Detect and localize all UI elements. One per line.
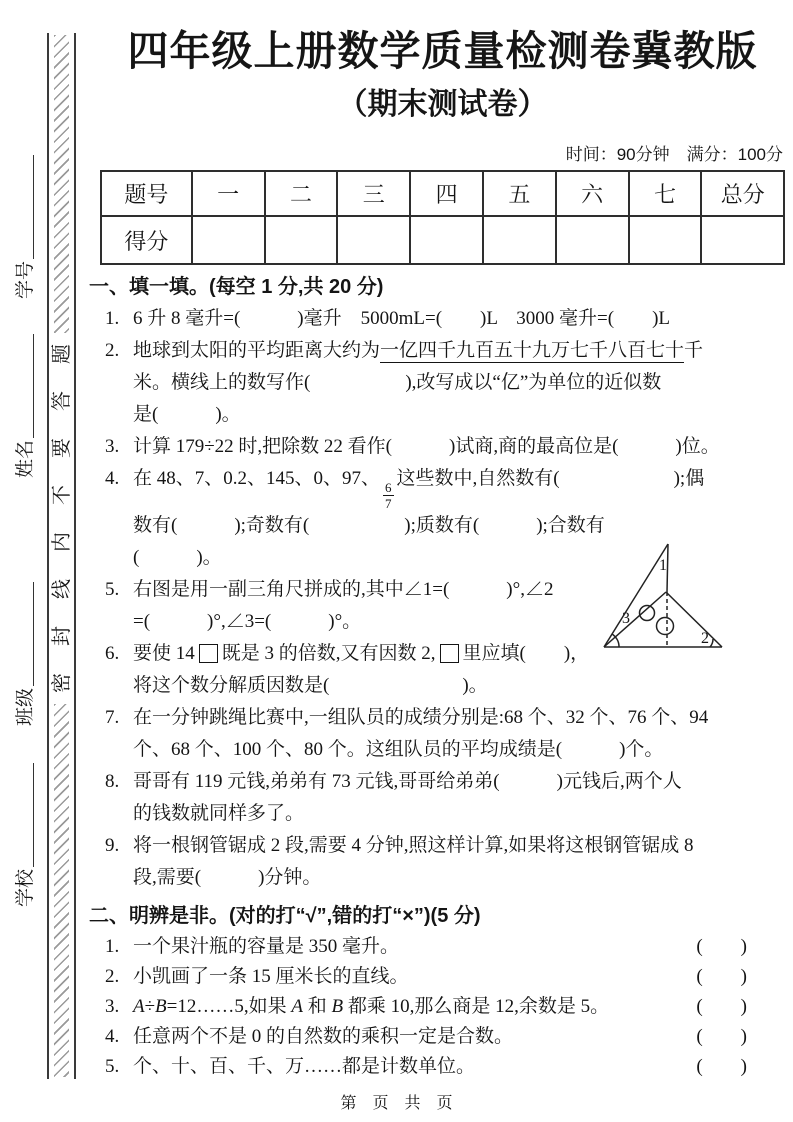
item-number: 4.: [105, 468, 120, 489]
item-number: 3.: [105, 436, 120, 457]
class-field: [13, 566, 39, 726]
underlined-number-text: 一亿四千九百五十九万七千八百七十: [380, 340, 685, 361]
item-line: [133, 862, 785, 894]
item-number: 6.: [105, 643, 120, 664]
item-line: [133, 367, 785, 399]
fraction: [383, 481, 394, 510]
statement-text: [133, 1052, 696, 1082]
score-header-cell: 三: [337, 171, 410, 216]
text-run: 任意两个不是 0 的自然数的乘积一定是合数。: [133, 1026, 514, 1047]
item-line: [133, 734, 785, 766]
fill-item: [105, 830, 785, 894]
seal-notice: [51, 333, 73, 704]
page-subtitle: （期末测试卷）: [337, 88, 548, 121]
score-header-cell: 五: [483, 171, 556, 216]
fill-box: [440, 644, 459, 663]
section-1-heading: 一、填一填。(每空 1 分,共 20 分): [89, 276, 384, 298]
statement-text: [133, 1022, 696, 1052]
true-false-item: [105, 1022, 785, 1052]
item-line: [133, 798, 785, 830]
text-run: 的钱数就同样多了。: [133, 803, 305, 824]
school-label: 学校: [15, 868, 36, 907]
answer-parens: ( ): [696, 1056, 747, 1077]
item-line: [133, 830, 785, 862]
item-line: [133, 463, 785, 510]
seal-hatch-bottom: [54, 704, 69, 1077]
class-label: 班级: [15, 687, 36, 726]
figure-vertical-edge: [667, 544, 668, 592]
score-cell: [483, 216, 556, 264]
item-line: [133, 399, 785, 431]
answer-parens: ( ): [696, 936, 747, 957]
score-cell: [337, 216, 410, 264]
score-cell: [192, 216, 265, 264]
text-run: 数有( );奇数有( );质数有( );合数有: [133, 515, 605, 536]
text-run: 和: [302, 996, 332, 1017]
fill-box: [199, 644, 218, 663]
seal-notice-char: 不: [50, 485, 73, 505]
figure-circle-2: [657, 618, 674, 635]
statement-text: [133, 962, 696, 992]
text-run: ÷: [144, 996, 156, 1017]
text-run: 在 48、7、0.2、145、0、97、: [133, 468, 381, 489]
item-number: 4.: [105, 1026, 120, 1047]
seal-notice-char: 封: [50, 626, 73, 646]
item-line: [133, 766, 785, 798]
score-cell: [556, 216, 629, 264]
score-header-cell: 总分: [701, 171, 784, 216]
seal-notice-char: 线: [50, 579, 73, 599]
school-blank-line: [14, 763, 34, 867]
item-number: 2.: [105, 340, 120, 361]
text-run: 将这个数分解质因数是( )。: [133, 675, 488, 696]
item-body: [133, 830, 785, 894]
figure-angle-arc-right: [710, 639, 713, 647]
text-run: ( )。: [133, 547, 222, 568]
answer-parens: ( ): [696, 1026, 747, 1047]
text-run: 千: [684, 340, 704, 361]
item-body: [133, 702, 785, 766]
fill-item: [105, 702, 785, 766]
score-row-label: 得分: [101, 216, 192, 264]
item-line: [133, 510, 785, 542]
text-run: =12……5,如果: [166, 996, 292, 1017]
page-footer: 第 页 共 页: [340, 1095, 453, 1112]
seal-band: [47, 33, 76, 1079]
true-false-item: [105, 992, 785, 1022]
seal-notice-char: 要: [50, 438, 73, 458]
item-line: [133, 431, 785, 463]
text-run: 是( )。: [133, 404, 241, 425]
item-body: [133, 766, 785, 830]
score-header-cell: 四: [410, 171, 483, 216]
text-run: 既是 3 的倍数,又有因数 2,: [221, 643, 436, 664]
item-line: [133, 303, 785, 335]
score-cell: [701, 216, 784, 264]
student-id-field: [13, 139, 39, 299]
statement-text: [133, 992, 696, 1022]
seal-notice-char: 答: [50, 391, 73, 411]
angle-label-2: 2: [701, 630, 709, 647]
text-run: 右图是用一副三角尺拼成的,其中∠1=( )°,∠2: [133, 579, 554, 600]
math-variable: B: [331, 996, 344, 1017]
math-variable: A: [133, 996, 145, 1017]
score-cell: [629, 216, 702, 264]
statement-text: [133, 932, 696, 962]
name-field: [13, 318, 39, 478]
fill-item: [105, 766, 785, 830]
item-number: 1.: [105, 308, 120, 329]
fill-item: [105, 303, 785, 335]
item-number: 5.: [105, 1056, 120, 1077]
item-number: 3.: [105, 996, 120, 1017]
text-run: 要使 14: [133, 643, 195, 664]
text-run: 计算 179÷22 时,把除数 22 看作( )试商,商的最高位是( )位。: [133, 436, 720, 457]
score-header-cell: 二: [265, 171, 338, 216]
item-body: [133, 303, 785, 335]
item-number: 9.: [105, 835, 120, 856]
section-2-heading: 二、明辨是非。(对的打“√”,错的打“×”)(5 分): [89, 905, 481, 927]
text-run: 米。横线上的数写作( ),改写成以“亿”为单位的近似数: [133, 372, 662, 393]
text-run: 里应填( )，: [462, 643, 590, 664]
score-table-header-row: [101, 171, 784, 216]
score-header-cell: 七: [629, 171, 702, 216]
item-number: 5.: [105, 579, 120, 600]
item-number: 1.: [105, 936, 120, 957]
time-score-info: 时间：90分钟 满分：100分: [565, 145, 783, 164]
angle-label-3: 3: [622, 610, 630, 627]
item-number: 2.: [105, 966, 120, 987]
true-false-item: [105, 932, 785, 962]
item-number: 8.: [105, 771, 120, 792]
item-line: [133, 702, 785, 734]
true-false-item: [105, 1052, 785, 1082]
text-run: 小凯画了一条 15 厘米长的直线。: [133, 966, 409, 987]
page-title: 四年级上册数学质量检测卷冀教版: [127, 28, 758, 74]
item-line: [133, 335, 785, 367]
text-run: 个、十、百、千、万……都是计数单位。: [133, 1056, 476, 1077]
text-run: 哥哥有 119 元钱,弟弟有 73 元钱,哥哥给弟弟( )元钱后,两个人: [133, 771, 682, 792]
answer-parens: ( ): [696, 996, 747, 1017]
score-header-cell: 六: [556, 171, 629, 216]
text-run: 地球到太阳的平均距离大约为: [133, 340, 381, 361]
true-false-items: [105, 932, 785, 1082]
student-id-blank-line: [14, 155, 34, 259]
math-variable: B: [155, 996, 167, 1017]
triangle-ruler-figure: [598, 540, 730, 654]
text-run: 将一根钢管锯成 2 段,需要 4 分钟,照这样计算,如果将这根钢管锯成 8: [133, 835, 694, 856]
figure-right-slant: [666, 592, 722, 647]
item-line: [133, 670, 785, 702]
true-false-item: [105, 962, 785, 992]
score-table: [100, 170, 785, 265]
math-variable: A: [291, 996, 303, 1017]
item-body: [133, 431, 785, 463]
fraction-numerator: 6: [385, 480, 392, 495]
seal-notice-char: 题: [50, 344, 73, 364]
text-run: 都乘 10,那么商是 12,余数是 5。: [343, 996, 610, 1017]
text-run: 个、68 个、100 个、80 个。这组队员的平均成绩是( )个。: [133, 739, 664, 760]
text-run: =( )°,∠3=( )°。: [133, 611, 362, 632]
text-run: 6 升 8 毫升=( )毫升 5000mL=( )L 3000 毫升=( )L: [133, 308, 671, 329]
fill-item: [105, 335, 785, 431]
student-id-label: 学号: [15, 260, 36, 299]
fill-item: [105, 431, 785, 463]
score-cell: [265, 216, 338, 264]
score-table-score-row: [101, 216, 784, 264]
item-number: 7.: [105, 707, 120, 728]
text-run: 这些数中,自然数有( );偶: [396, 468, 705, 489]
answer-parens: ( ): [696, 966, 747, 987]
item-body: [133, 335, 785, 431]
fraction-denominator: 7: [385, 496, 392, 511]
angle-label-1: 1: [659, 557, 667, 574]
seal-notice-char: 内: [50, 532, 73, 552]
score-cell: [410, 216, 483, 264]
figure-inner-slant: [604, 592, 666, 647]
score-header-cell: 一: [192, 171, 265, 216]
name-label: 姓名: [15, 439, 36, 478]
seal-notice-char: 密: [50, 673, 73, 693]
name-blank-line: [14, 334, 34, 438]
seal-hatch-top: [54, 35, 69, 333]
text-run: 段,需要( )分钟。: [133, 867, 322, 888]
school-field: [13, 747, 39, 907]
text-run: 一个果汁瓶的容量是 350 毫升。: [133, 936, 400, 957]
score-header-cell: 题号: [101, 171, 192, 216]
text-run: 在一分钟跳绳比赛中,一组队员的成绩分别是:68 个、32 个、76 个、94: [133, 707, 709, 728]
figure-angle-arc-left: [612, 634, 619, 647]
class-blank-line: [14, 582, 34, 686]
